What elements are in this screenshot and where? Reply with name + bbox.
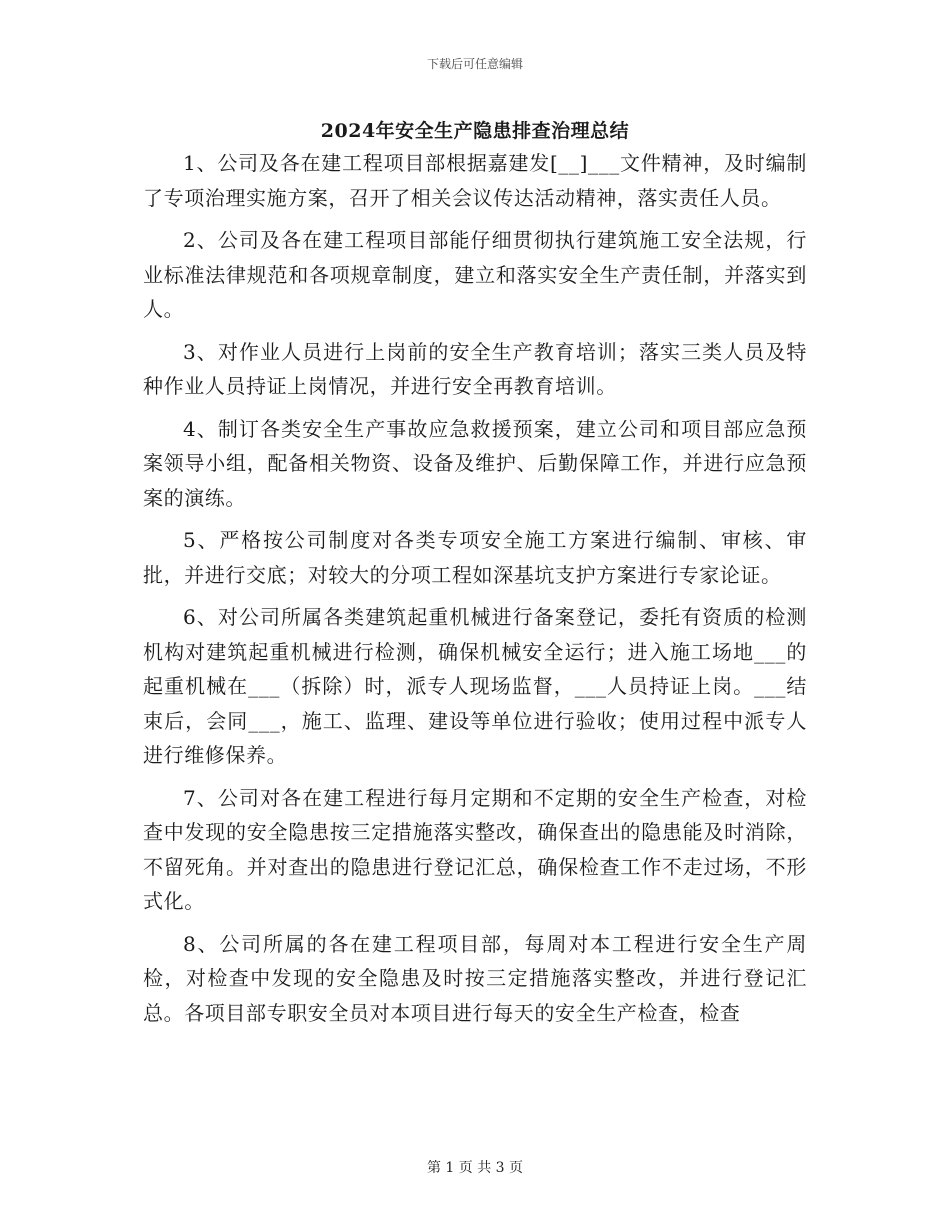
paragraph-2: 2、公司及各在建工程项目部能仔细贯彻执行建筑施工安全法规，行业标准法律规范和各项规章制度，建立和落实安全生产责任制，并落实到人。 — [143, 228, 807, 321]
paragraph-3: 3、对作业人员进行上岗前的安全生产教育培训；落实三类人员及特种作业人员持证上岗情况，并进行安全再教育培训。 — [143, 339, 807, 398]
page-number-footer: 第 1 页 共 3 页 — [426, 1160, 524, 1176]
document-title: 2024年安全生产隐患排查治理总结 — [320, 120, 630, 142]
paragraph-5: 5、严格按公司制度对各类专项安全施工方案进行编制、审核、审批，并进行交底；对较大的分项工程如深基坑支护方案进行专家论证。 — [143, 528, 807, 587]
paragraph-7: 7、公司对各在建工程进行每月定期和不定期的安全生产检查，对检查中发现的安全隐患按三定措施落实整改，确保查出的隐患能及时消除，不留死角。并对查出的隐患进行登记汇总，确保检查工作不走过场，不形式化。 — [143, 785, 807, 913]
document-body — [143, 146, 807, 1038]
paragraph-4: 4、制订各类安全生产事故应急救援预案，建立公司和项目部应急预案领导小组，配备相关物资、设备及维护、后勤保障工作，并进行应急预案的演练。 — [143, 416, 807, 510]
paragraph-6: 6、对公司所属各类建筑起重机械进行备案登记，委托有资质的检测机构对建筑起重机械进行检测，确保机械安全运行；进入施工场地___的起重机械在___（拆除）时，派专人现场监督，___人员持证上岗。___结束后，会同___，施工、监理、建设等单位进行验收；使用过程中派专人进行维修保养。 — [143, 605, 807, 767]
paragraph-1: 1、公司及各在建工程项目部根据嘉建发[__]___文件精神，及时编制了专项治理实施方案，召开了相关会议传达活动精神，落实责任人员。 — [143, 151, 807, 210]
paragraph-8: 8、公司所属的各在建工程项目部，每周对本工程进行安全生产周检，对检查中发现的安全隐患及时按三定措施落实整改，并进行登记汇总。各项目部专职安全员对本项目进行每天的安全生产检查，检查 — [143, 931, 807, 1025]
page-header: 下载后可任意编辑 — [426, 57, 523, 71]
